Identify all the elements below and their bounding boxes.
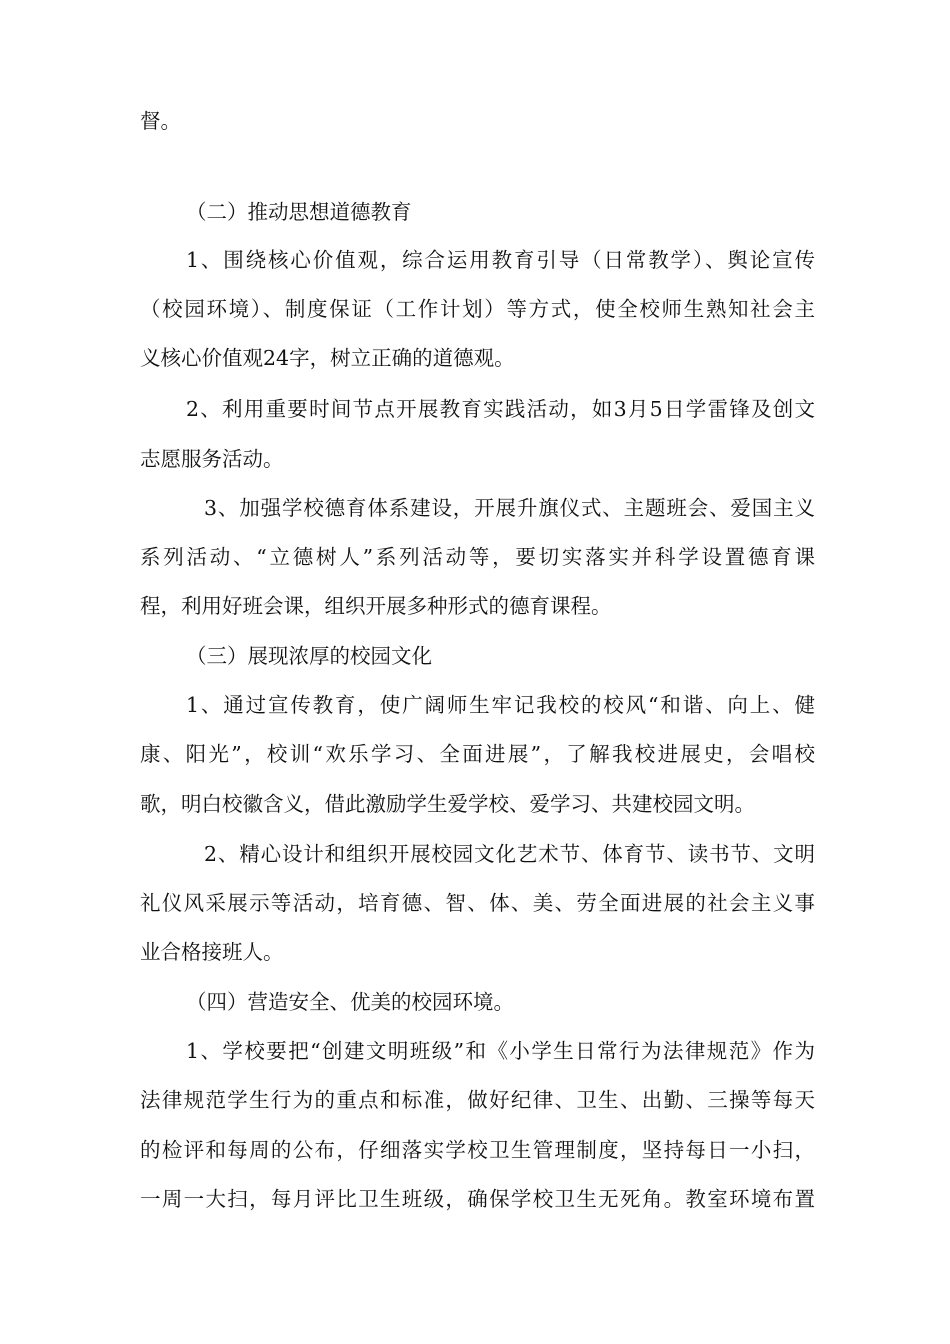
paragraph-line: 程，利用好班会课，组织开展多种形式的德育课程。 (140, 594, 612, 618)
paragraph-line: 3、加强学校德育体系建设，开展升旗仪式、主题班会、爱国主义 (204, 496, 815, 520)
paragraph-line: 的检评和每周的公布，仔细落实学校卫生管理制度，坚持每日一小扫， (140, 1138, 815, 1162)
paragraph-line: 志愿服务活动。 (140, 447, 284, 471)
paragraph-line: 礼仪风采展示等活动，培育德、智、体、美、劳全面进展的社会主义事 (140, 891, 815, 915)
paragraph-line: 系列活动、“立德树人”系列活动等，要切实落实并科学设置德育课 (140, 545, 815, 569)
paragraph-tail-line: 督。 (140, 109, 181, 133)
paragraph-line: 歌，明白校徽含义，借此激励学生爱学校、爱学习、共建校园文明。 (140, 792, 755, 816)
paragraph-line: 1、学校要把“创建文明班级”和《小学生日常行为法律规范》作为 (186, 1039, 815, 1063)
section-heading-2: （二）推动思想道德教育 (186, 200, 412, 224)
paragraph-line: 康、阳光”，校训“欢乐学习、全面进展”，了解我校进展史，会唱校 (140, 742, 815, 766)
paragraph-line: 1、围绕核心价值观，综合运用教育引导（日常教学）、舆论宣传 (186, 248, 815, 272)
paragraph-line: 2、精心设计和组织开展校园文化艺术节、体育节、读书节、文明 (204, 842, 815, 866)
section-heading-3: （三）展现浓厚的校园文化 (186, 644, 432, 668)
paragraph-line: 1、通过宣传教育，使广阔师生牢记我校的校风“和谐、向上、健 (186, 693, 815, 717)
paragraph-line: 业合格接班人。 (140, 940, 284, 964)
paragraph-line: 2、利用重要时间节点开展教育实践活动，如3月5日学雷锋及创文 (186, 397, 815, 421)
paragraph-line: （校园环境）、制度保证（工作计划）等方式，使全校师生熟知社会主 (140, 297, 815, 321)
section-heading-4: （四）营造安全、优美的校园环境。 (186, 990, 514, 1014)
paragraph-line: 义核心价值观24字，树立正确的道德观。 (140, 346, 515, 370)
paragraph-line: 法律规范学生行为的重点和标准，做好纪律、卫生、出勤、三操等每天 (140, 1088, 815, 1112)
paragraph-line: 一周一大扫，每月评比卫生班级，确保学校卫生无死角。教室环境布置 (140, 1187, 815, 1211)
